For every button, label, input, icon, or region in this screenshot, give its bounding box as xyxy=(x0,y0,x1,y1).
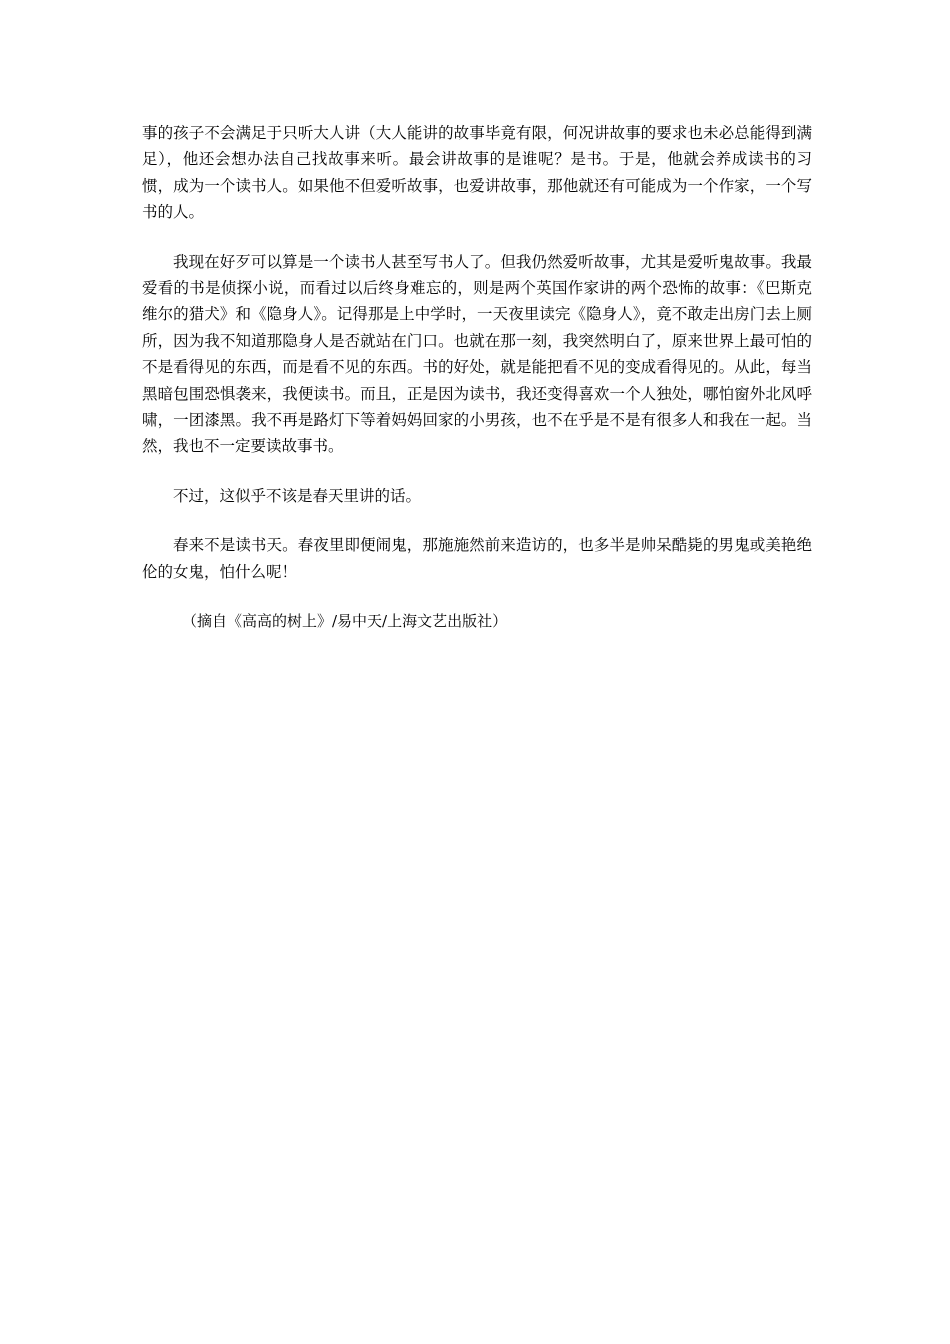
paragraph-spring-remark: 不过，这似乎不该是春天里讲的话。 xyxy=(173,486,422,505)
document-page xyxy=(142,120,812,634)
paragraph-spring-not-reading-day: 春来不是读书天。春夜里即便闹鬼，那施施然前来造访的，也多半是帅呆酷毙的男鬼或美艳绝伦的女鬼，怕什么呢！ xyxy=(142,536,812,581)
source-citation: （摘自《高高的树上》/易中天/上海文艺出版社） xyxy=(182,612,508,631)
paragraph-continued: 事的孩子不会满足于只听大人讲（大人能讲的故事毕竟有限，何况讲故事的要求也未必总能得到满足），他还会想办法自己找故事来听。最会讲故事的是谁呢？是书。于是，他就会养成读书的习惯，成为一个读书人。如果他不但爱听故事，也爱讲故事，那他就还有可能成为一个作家，一个写书的人。 xyxy=(142,124,812,222)
paragraph-reading-ghost-stories: 我现在好歹可以算是一个读书人甚至写书人了。但我仍然爱听故事，尤其是爱听鬼故事。我最爱看的书是侦探小说，而看过以后终身难忘的，则是两个英国作家讲的两个恐怖的故事：《巴斯克维尔的猎犬》和《隐身人》。记得那是上中学时，一天夜里读完《隐身人》，竟不敢走出房门去上厕所，因为我不知道那隐身人是否就站在门口。也就在那一刻，我突然明白了，原来世界上最可怕的不是看得见的东西，而是看不见的东西。书的好处，就是能把看不见的变成看得见的。从此，每当黑暗包围恐惧袭来，我便读书。而且，正是因为读书，我还变得喜欢一个人独处，哪怕窗外北风呼啸，一团漆黑。我不再是路灯下等着妈妈回家的小男孩，也不在乎是不是有很多人和我在一起。当然，我也不一定要读故事书。 xyxy=(142,252,812,456)
